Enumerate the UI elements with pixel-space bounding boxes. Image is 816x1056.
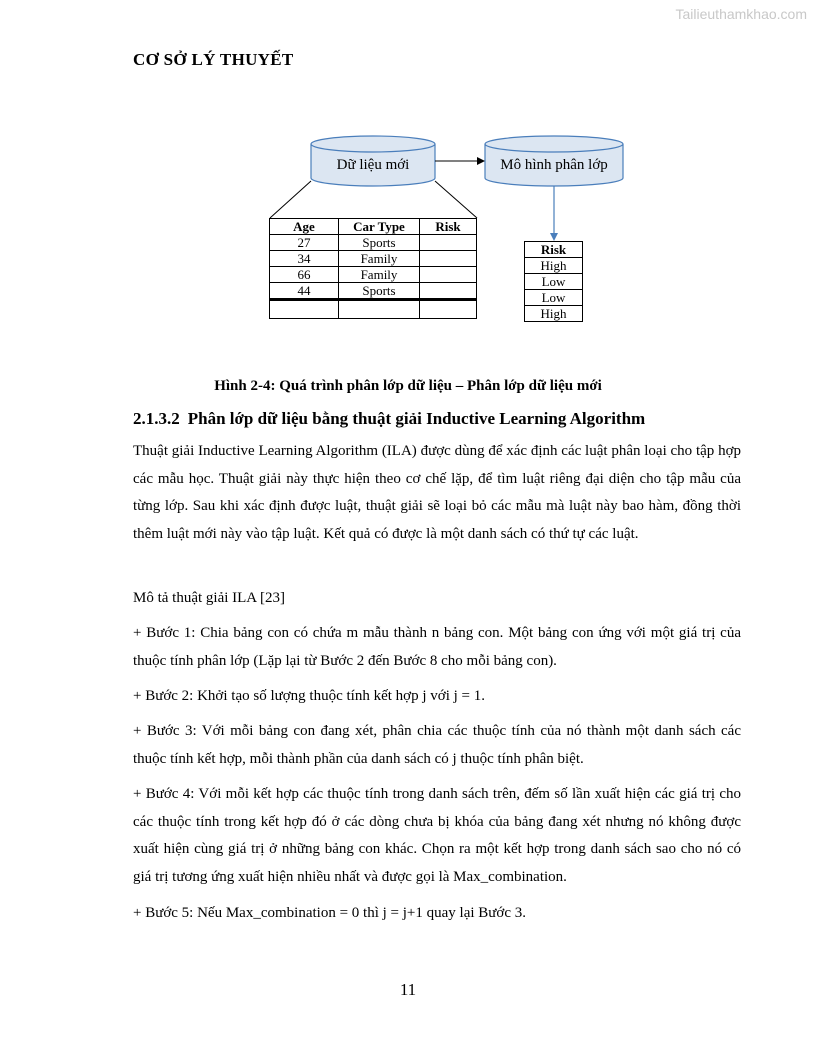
paragraph-step-3: + Bước 3: Với mỗi bảng con đang xét, phân chia các thuộc tính của nó thành một danh sách các thuộc tính kết hợp, mỗi thành phần của danh sách có j thuộc tính phân biệt. [133, 723, 741, 767]
table-row [525, 306, 583, 322]
projection-line-right [435, 181, 477, 218]
cell: High [525, 306, 583, 322]
paragraph-step-5: + Bước 5: Nếu Max_combination = 0 thì j = j+1 quay lại Bước 3. [133, 905, 526, 921]
section-number: 2.1.3.2 [133, 409, 180, 428]
table-row [270, 235, 477, 251]
column-header: Risk [525, 242, 583, 258]
paragraph-ila-heading: Mô tả thuật giải ILA [23] [133, 590, 286, 606]
paragraph-step-2: + Bước 2: Khởi tạo số lượng thuộc tính kết hợp j với j = 1. [133, 688, 485, 704]
cell: Sports [339, 283, 420, 299]
table-row [525, 274, 583, 290]
cell [420, 301, 477, 319]
cell [339, 301, 420, 319]
cell [420, 267, 477, 283]
paragraph-intro: Thuật giải Inductive Learning Algorithm (ILA) được dùng để xác định các luật phân loại cho tập hợp các mẫu học. Thuật giải này thực hiện theo cơ chế lặp, để tìm luật riêng đại diện cho tập mẫu của từng lớp. Sau khi xác định được luật, thuật giải sẽ loại bỏ các mẫu mà luật này bao hàm, đồng thời thêm luật mới này vào tập luật. Kết quả có được là một danh sách có thứ tự các luật. [133, 443, 741, 542]
cell: 27 [270, 235, 339, 251]
section-heading [133, 409, 645, 429]
column-header: Risk [420, 219, 477, 235]
cell: High [525, 258, 583, 274]
cell: Low [525, 290, 583, 306]
section-title: Phân lớp dữ liệu bằng thuật giải Inductive Learning Algorithm [187, 409, 646, 428]
chapter-title: CƠ SỞ LÝ THUYẾT [133, 50, 294, 69]
figure-caption: Hình 2-4: Quá trình phân lớp dữ liệu – Phân lớp dữ liệu mới [214, 378, 602, 394]
cell: 44 [270, 283, 339, 299]
projection-line-left [270, 181, 311, 218]
cylinder-model-label: Mô hình phân lớp [500, 157, 608, 173]
table-row [270, 251, 477, 267]
cell: Family [339, 267, 420, 283]
table-row [525, 290, 583, 306]
table-row [270, 301, 477, 319]
table-row [270, 283, 477, 299]
cell: 66 [270, 267, 339, 283]
cell: Low [525, 274, 583, 290]
column-header: Car Type [339, 219, 420, 235]
cylinder-new-data-label: Dữ liệu mới [336, 157, 410, 173]
cell: Sports [339, 235, 420, 251]
cell: 34 [270, 251, 339, 267]
cell [420, 251, 477, 267]
input-data-table [269, 218, 477, 319]
figure-diagram [0, 0, 816, 380]
output-risk-table [524, 241, 583, 322]
paragraph-step-4: + Bước 4: Với mỗi kết hợp các thuộc tính trong danh sách trên, đếm số lần xuất hiện các giá trị cho các thuộc tính trong kết hợp đó ở các dòng chưa bị khóa của bảng đang xét nhưng nó không được xuất hiện cùng giá trị ở những bảng con khác. Chọn ra một kết hợp trong danh sách sao cho nó có giá trị tương ứng xuất hiện nhiều nhất và được gọi là Max_combination. [133, 786, 741, 885]
paragraph-step-1: + Bước 1: Chia bảng con có chứa m mẫu thành n bảng con. Một bảng con ứng với một giá trị của thuộc tính phân lớp (Lặp lại từ Bước 2 đến Bước 8 cho mỗi bảng con). [133, 625, 741, 669]
cell: Family [339, 251, 420, 267]
table-row [525, 258, 583, 274]
column-header: Age [270, 219, 339, 235]
page-number: 11 [399, 980, 417, 999]
cell [420, 283, 477, 299]
cell [420, 235, 477, 251]
watermark: Tailieuthamkhao.com [675, 6, 807, 22]
table-row [270, 267, 477, 283]
cell [270, 301, 339, 319]
